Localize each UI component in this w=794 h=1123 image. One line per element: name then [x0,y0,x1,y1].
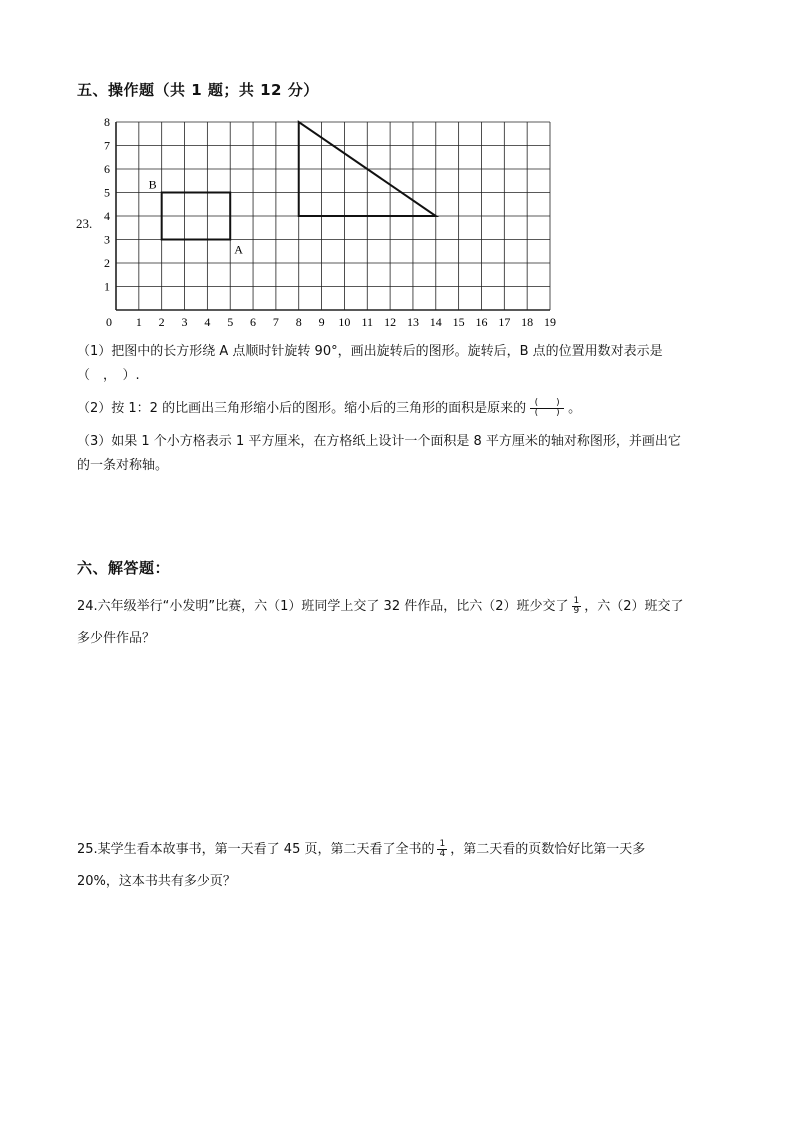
q25-line2: 20%，这本书共有多少页？ [77,874,236,889]
q25-fraction-denominator: 4 [439,849,446,859]
q24-line1 [77,597,727,617]
q24-text: 24.六年级举行“小发明”比赛，六（1）班同学上交了 32 件作品，比六（2）班少交了 [77,599,569,614]
x-tick-label: 4 [204,315,211,329]
q23-part2-end: 。 [568,401,582,416]
x-tick-label: 0 [106,315,112,329]
x-tick-label: 17 [498,315,511,329]
x-tick-label: 10 [338,315,351,329]
x-tick-label: 6 [250,315,257,329]
y-tick-label: 8 [104,115,110,129]
x-tick-label: 1 [135,315,142,329]
section-6-heading: 六、解答题： [77,559,171,577]
x-tick-label: 14 [429,315,442,329]
coordinate-grid [0,0,794,340]
point-b-label: B [148,177,157,192]
y-tick-label: 4 [104,209,110,223]
x-tick-label: 12 [384,315,397,329]
q25-text: 25.某学生看本故事书，第一天看了 45 页，第二天看了全书的 [77,842,435,857]
x-tick-label: 8 [295,315,302,329]
q24-fraction-numerator: 1 [573,596,580,606]
x-tick-label: 2 [158,315,165,329]
q24-fraction [572,597,582,616]
y-tick-label: 2 [104,256,110,270]
q23-part1-line1: （1）把图中的长方形绕 A 点顺时针旋转 90°，画出旋转后的图形。旋转后，B 点的位置用数对表示是 [77,344,663,359]
q23-part3-line1: （3）如果 1 个小方格表示 1 平方厘米，在方格纸上设计一个面积是 8 平方厘米的轴对称图形，并画出它 [77,434,681,449]
x-tick-label: 16 [475,315,488,329]
x-tick-label: 13 [406,315,419,329]
x-tick-label: 9 [318,315,325,329]
q25-fraction-numerator: 1 [439,839,446,849]
question-24 [77,597,727,649]
q23-part2-text: （2）按 1：2 的比画出三角形缩小后的图形。缩小后的三角形的面积是原来的 [77,401,527,416]
q23-part2-fraction-blank [530,399,564,418]
q23-part3-line2: 的一条对称轴。 [77,458,169,473]
q23-part1-line2: （ ， ）. [77,368,140,383]
q24-line2: 多少件作品？ [77,631,156,646]
x-tick-label: 15 [452,315,465,329]
q25-fraction [437,840,447,859]
fraction-denominator-blank: ( ) [534,408,560,418]
question-23-number: 23. [76,216,93,231]
y-tick-label: 5 [104,185,110,200]
x-tick-labels [106,315,556,329]
x-tick-label: 18 [521,315,534,329]
x-tick-label: 3 [181,315,188,329]
y-tick-label: 7 [104,138,110,153]
x-tick-label: 19 [544,315,556,329]
y-tick-label: 6 [104,162,110,176]
q25-line1 [77,840,727,860]
q23-part3 [77,432,727,476]
y-tick-label: 3 [104,232,110,247]
q24-fraction-denominator: 9 [573,606,580,616]
q24-text-after: ，六（2）班交了 [584,599,684,614]
y-tick-label: 1 [104,279,110,294]
q25-text-after: ，第二天看的页数恰好比第一天多 [450,842,646,857]
q23-part2 [77,399,727,419]
y-tick-labels [104,115,110,294]
x-tick-label: 11 [361,315,374,329]
question-25 [77,840,727,892]
fraction-numerator-blank: ( ) [530,399,564,409]
x-tick-label: 7 [272,315,279,329]
x-tick-label: 5 [227,315,234,329]
q23-part1 [77,342,727,386]
point-a-label: A [234,242,243,257]
section-5-heading: 五、操作题（共 1 题；共 12 分） [77,81,319,99]
